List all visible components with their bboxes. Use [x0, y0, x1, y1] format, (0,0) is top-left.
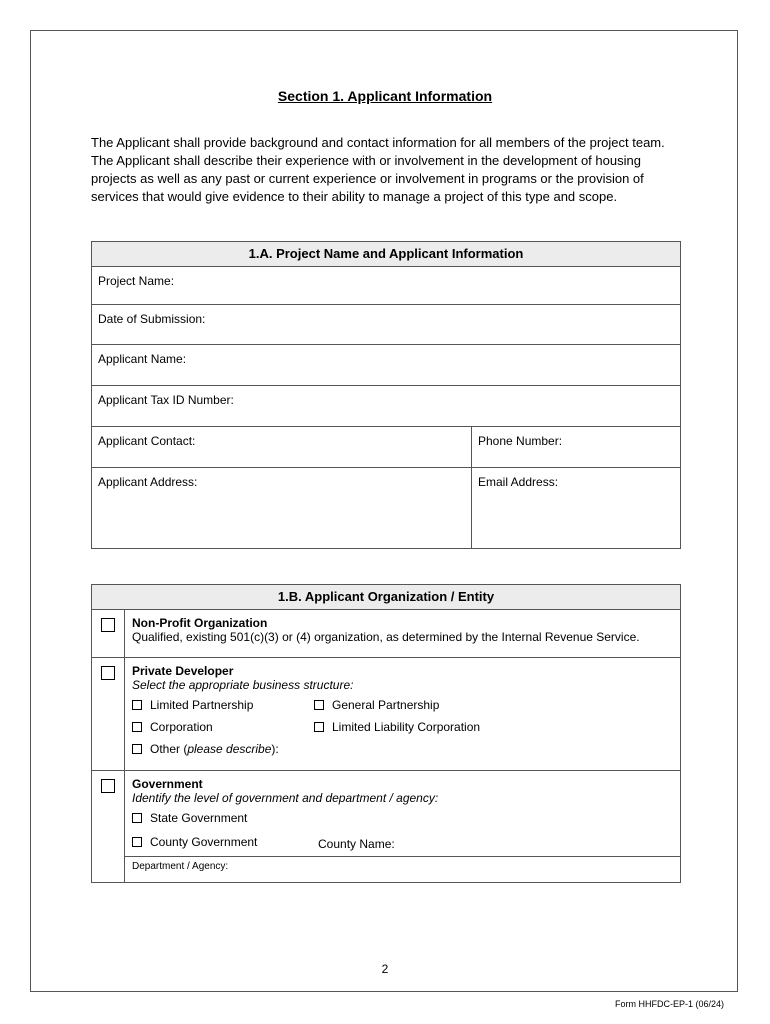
county-government-label: County Government: [150, 835, 258, 849]
private-developer-title: Private Developer: [132, 664, 234, 678]
table-b-title: 1.B. Applicant Organization / Entity: [92, 585, 681, 610]
phone-number-field[interactable]: Phone Number:: [472, 427, 681, 468]
general-partnership-label: General Partnership: [332, 698, 440, 712]
project-info-table: [91, 241, 681, 549]
nonprofit-desc: Qualified, existing 501(c)(3) or (4) organization, as determined by the Internal Revenue Service.: [132, 630, 640, 644]
state-government-label: State Government: [150, 811, 248, 825]
other-checkbox[interactable]: [132, 744, 142, 754]
government-checkbox[interactable]: [101, 779, 115, 793]
form-id: Form HHFDC-EP-1 (06/24): [614, 999, 724, 1009]
nonprofit-checkbox[interactable]: [101, 618, 115, 632]
applicant-name-field[interactable]: Applicant Name:: [92, 345, 681, 386]
section-title: Section 1. Applicant Information: [277, 88, 493, 104]
government-desc: Identify the level of government and department / agency:: [132, 791, 439, 805]
applicant-address-field[interactable]: Applicant Address:: [92, 468, 472, 549]
private-developer-checkbox[interactable]: [101, 666, 115, 680]
email-address-field[interactable]: Email Address:: [472, 468, 681, 549]
corporation-label: Corporation: [150, 720, 213, 734]
county-name-label[interactable]: County Name:: [318, 837, 395, 851]
corporation-checkbox[interactable]: [132, 722, 142, 732]
organization-table: [91, 584, 681, 883]
government-title: Government: [132, 777, 203, 791]
other-label: Other (please describe):: [150, 742, 279, 756]
table-a-title: 1.A. Project Name and Applicant Information: [92, 242, 681, 267]
private-developer-desc: Select the appropriate business structure:: [132, 678, 354, 692]
llc-checkbox[interactable]: [314, 722, 324, 732]
tax-id-field[interactable]: Applicant Tax ID Number:: [92, 386, 681, 427]
llc-label: Limited Liability Corporation: [332, 720, 481, 734]
limited-partnership-label: Limited Partnership: [150, 698, 254, 712]
applicant-contact-field[interactable]: Applicant Contact:: [92, 427, 472, 468]
page-number: 2: [381, 962, 389, 976]
project-name-field[interactable]: Project Name:: [92, 267, 681, 305]
date-of-submission-field[interactable]: Date of Submission:: [92, 305, 681, 345]
intro-paragraph: The Applicant shall provide background and contact information for all members of the project team. The Applicant shall describe their experience with or involvement in the development of housing projects as well as any past or current experience or involvement in programs or the provision of services that would give evidence to their ability to manage a project of this type and scope.: [91, 135, 665, 204]
general-partnership-checkbox[interactable]: [314, 700, 324, 710]
department-agency-field[interactable]: Department / Agency:: [125, 857, 681, 883]
county-government-checkbox[interactable]: [132, 837, 142, 847]
state-government-checkbox[interactable]: [132, 813, 142, 823]
limited-partnership-checkbox[interactable]: [132, 700, 142, 710]
nonprofit-title: Non-Profit Organization: [132, 616, 268, 630]
